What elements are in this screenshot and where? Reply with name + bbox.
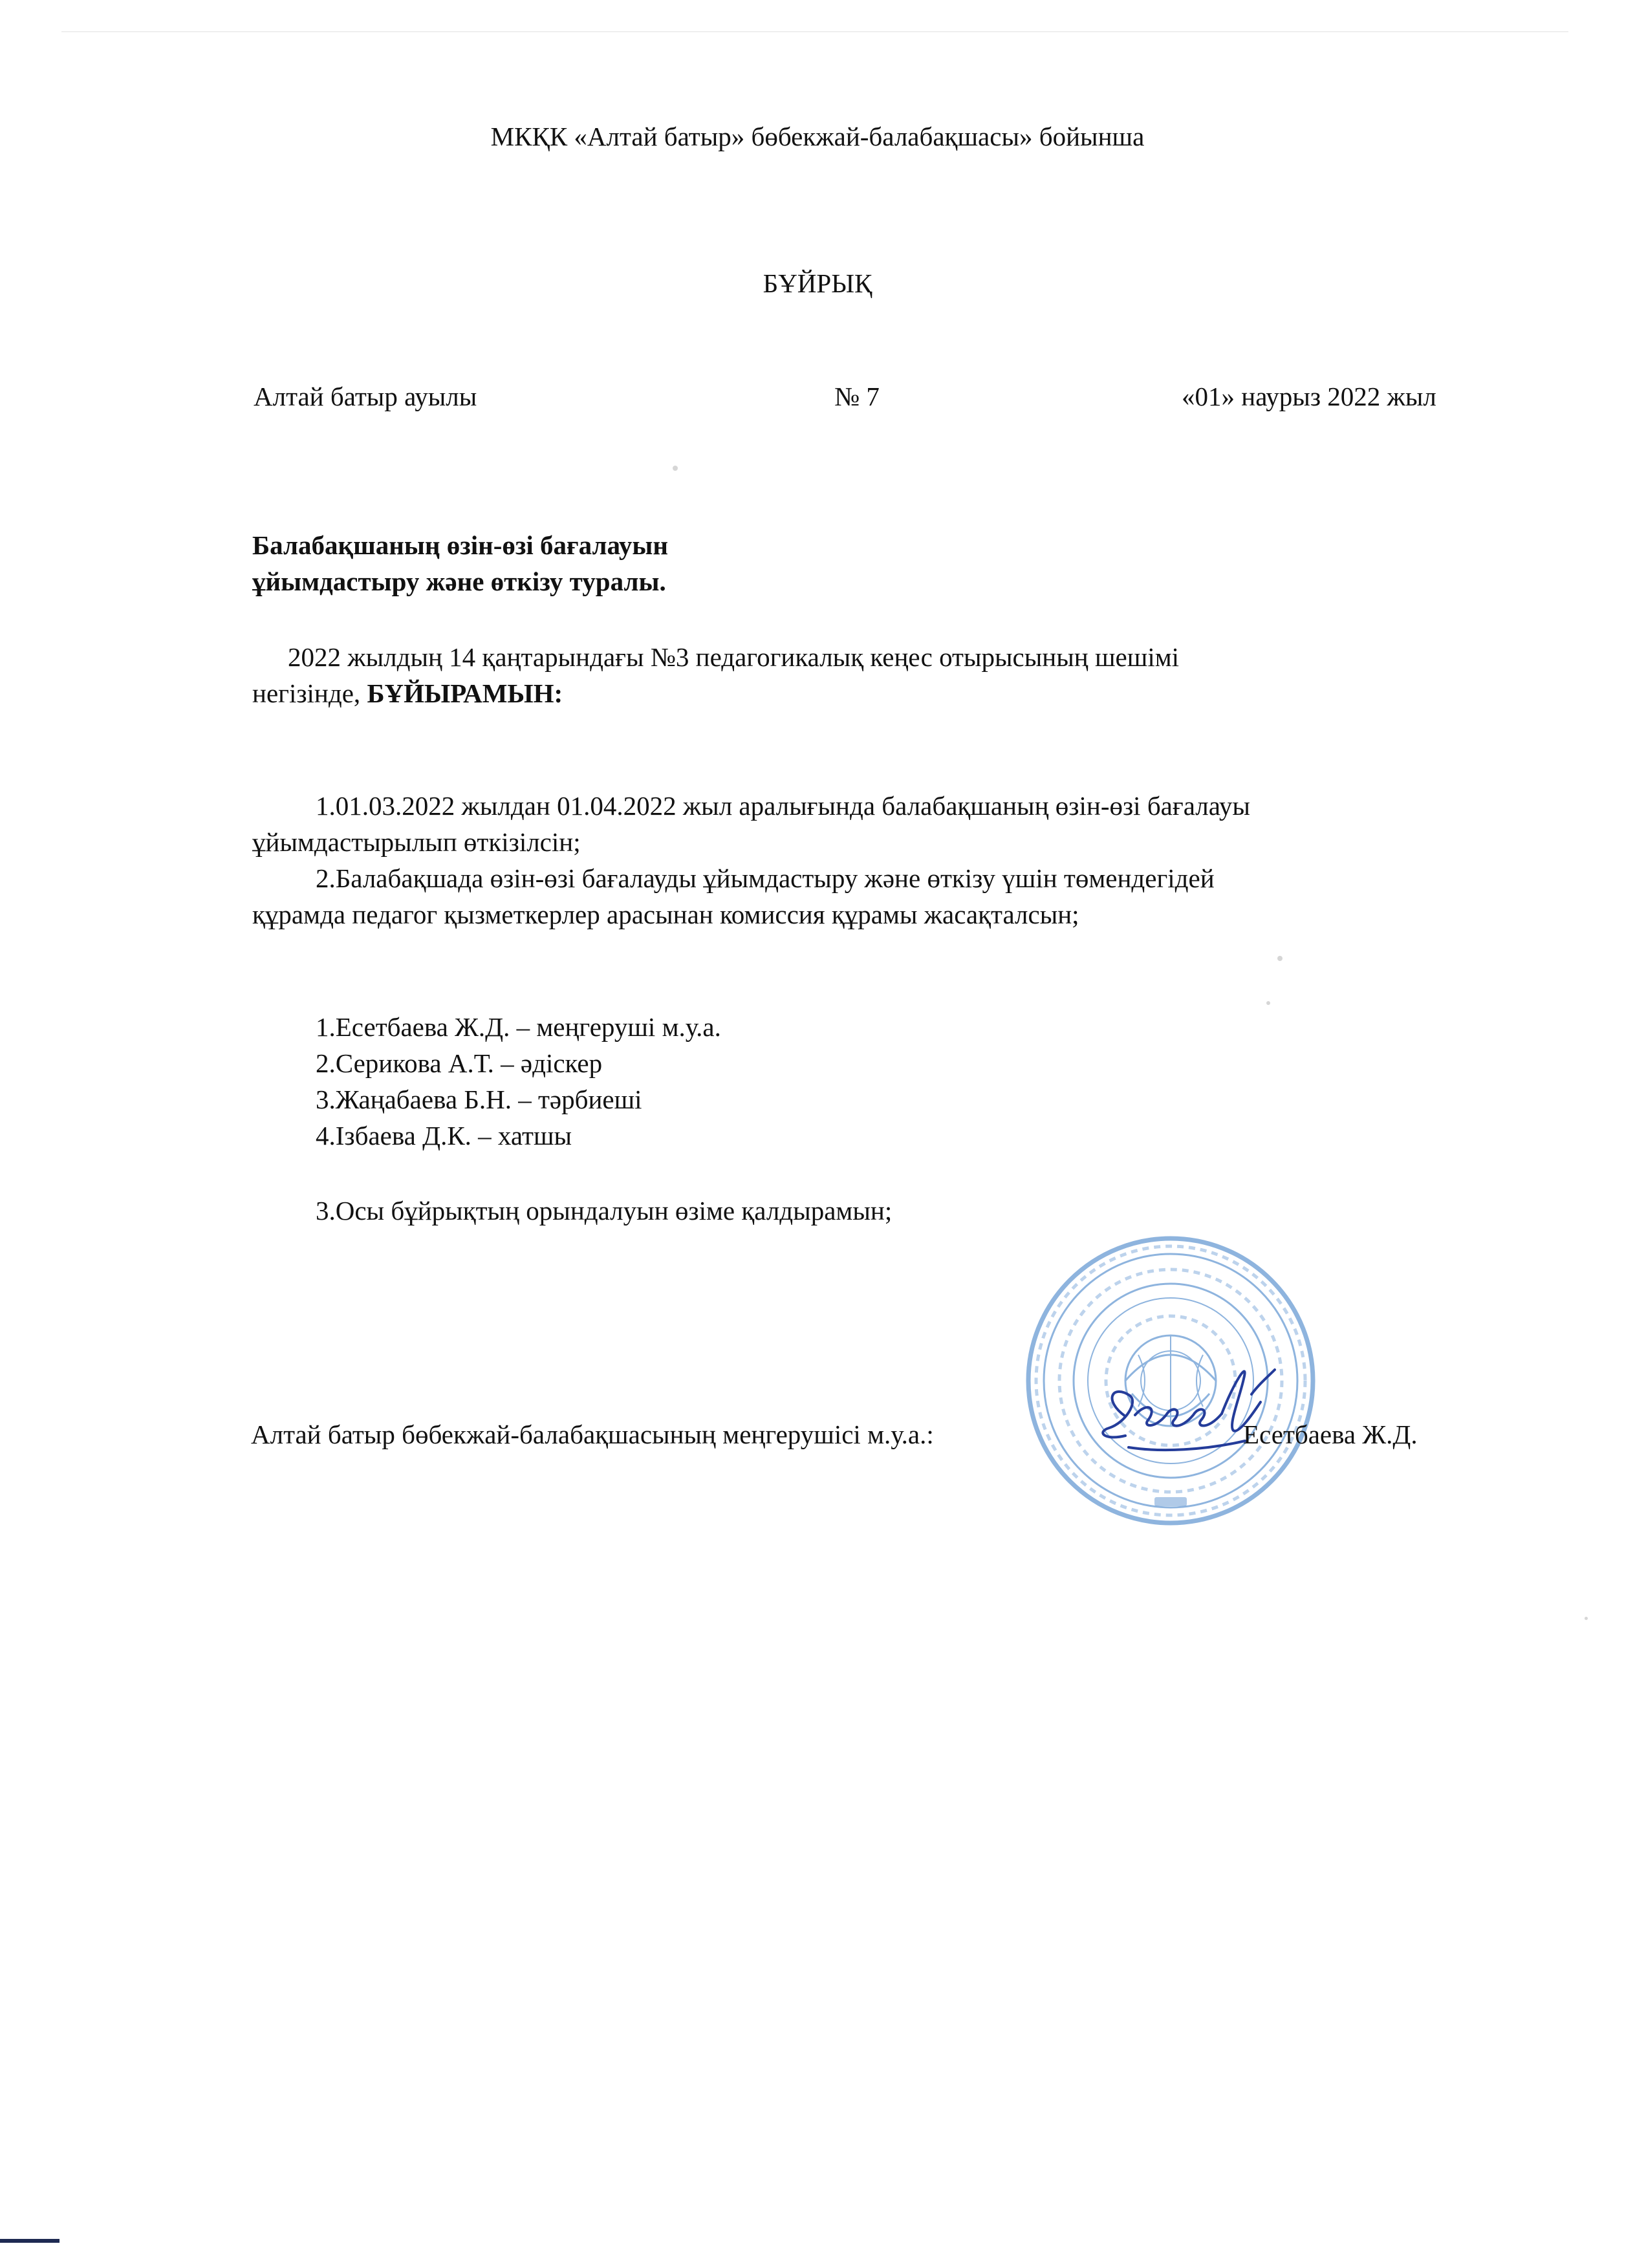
scan-speck	[1277, 956, 1283, 961]
order-item-3: 3.Осы бұйрықтың орындалуын өзіме қалдырамын;	[316, 1196, 893, 1226]
scan-speck	[1585, 1617, 1588, 1620]
basis-line-2-prefix: негізінде,	[252, 678, 367, 708]
organization-header: МКҚК «Алтай батыр» бөбекжай-балабақшасы» бойынша	[490, 122, 1145, 151]
document-place: Алтай батыр ауылы	[254, 382, 477, 411]
order-keyword: БҰЙЫРАМЫН:	[367, 678, 563, 708]
order-item-2-line-1: 2.Балабақшада өзін-өзі бағалауды ұйымдастыру және өткізу үшін төмендегідей	[316, 863, 1215, 893]
scan-edge-line	[61, 31, 1568, 32]
signatory-name: Есетбаева Ж.Д.	[1243, 1420, 1418, 1449]
commission-member: 4.Ізбаева Д.К. – хатшы	[316, 1121, 572, 1150]
scan-speck	[673, 466, 678, 471]
commission-member: 3.Жаңабаева Б.Н. – тәрбиеші	[316, 1085, 642, 1114]
order-item-1-line-1: 1.01.03.2022 жылдан 01.04.2022 жыл аралығында балабақшаның өзін-өзі бағалауы	[316, 791, 1250, 821]
document-number: № 7	[834, 382, 880, 411]
commission-member: 1.Есетбаева Ж.Д. – меңгеруші м.у.а.	[316, 1012, 721, 1042]
scan-edge-mark	[0, 2239, 60, 2243]
scan-speck	[1266, 1001, 1270, 1005]
order-item-2-line-2: құрамда педагог қызметкерлер арасынан комиссия құрамы жасақталсын;	[252, 900, 1079, 929]
commission-member: 2.Серикова А.Т. – әдіскер	[316, 1048, 603, 1078]
subject-line-2: ұйымдастыру және өткізу туралы.	[252, 567, 666, 596]
document-type-title: БҰЙРЫҚ	[763, 268, 872, 298]
order-item-1-line-2: ұйымдастырылып өткізілсін;	[252, 827, 581, 857]
subject-line-1: Балабақшаның өзін-өзі бағалауын	[252, 530, 669, 560]
basis-line-2	[252, 675, 563, 711]
document-date: «01» наурыз 2022 жыл	[1182, 382, 1436, 411]
basis-line-1: 2022 жылдың 14 қаңтарындағы №3 педагогикалық кеңес отырысының шешімі	[288, 642, 1180, 672]
signatory-title: Алтай батыр бөбекжай-балабақшасының меңгерушісі м.у.а.:	[251, 1420, 934, 1449]
